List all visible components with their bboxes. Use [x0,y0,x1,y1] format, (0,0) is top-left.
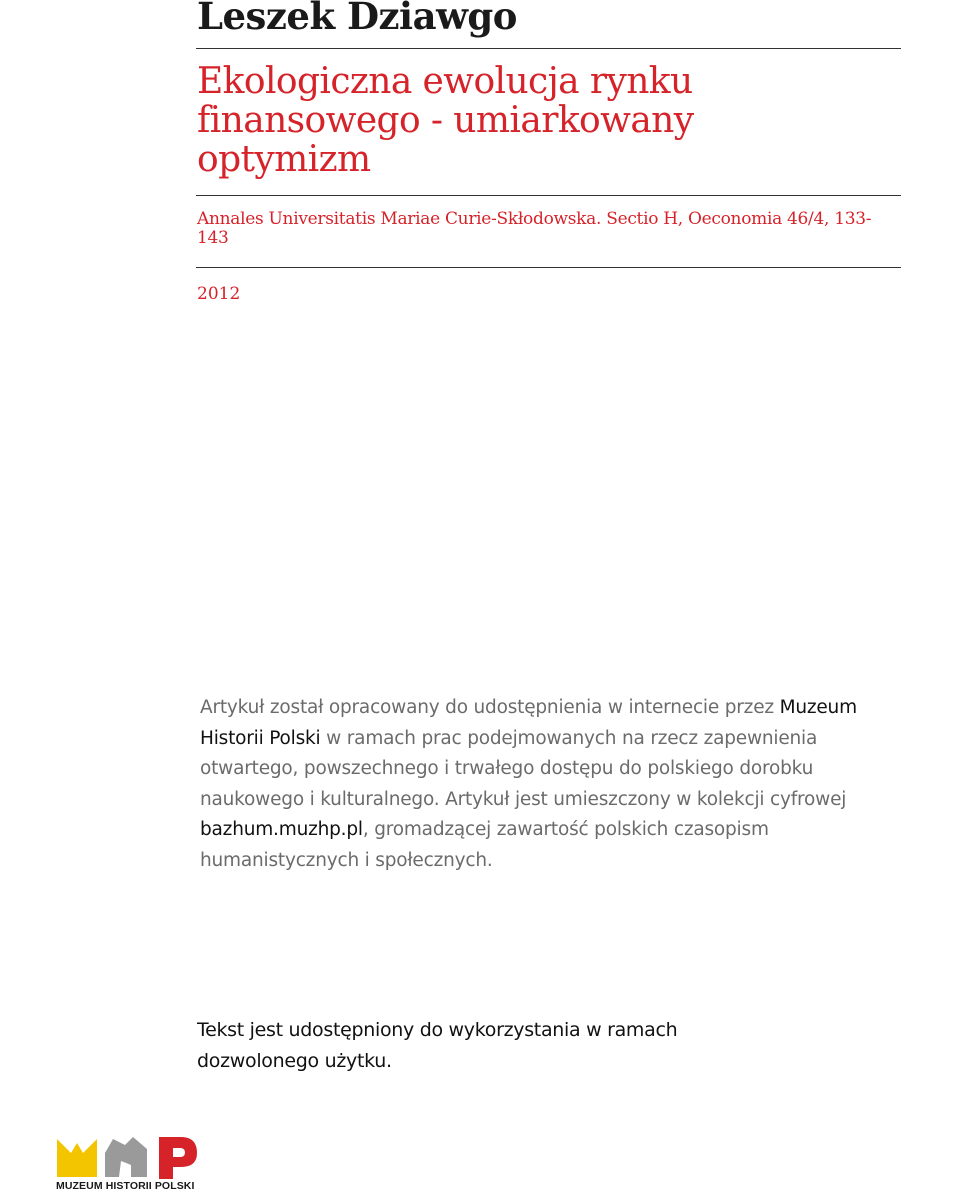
author-name: Leszek Dziawgo [197,0,517,38]
notice-text: w ramach prac podejmowanych na rzecz zapewnienia otwartego, powszechnego i trwałego dostępu do polskiego dorobku naukowego i kulturalnego. Artykuł jest umieszczony w kolekcji cyfrowej [200,727,847,810]
figure-icon [105,1137,147,1177]
collection-link[interactable]: bazhum.muzhp.pl [200,819,363,840]
article-title: Ekologiczna ewolucja rynku finansowego - umiarkowany optymizm [197,61,694,180]
logo-caption: MUZEUM HISTORII POLSKI [56,1180,195,1192]
crown-icon [57,1139,97,1177]
letter-p-icon [159,1137,197,1179]
divider [196,48,901,49]
access-notice [200,693,900,876]
museum-name: Muzeum Historii Polski [200,697,857,749]
license-note: Tekst jest udostępniony do wykorzystania w ramach dozwolonego użytku. [197,1019,678,1072]
publication-year: 2012 [197,284,241,304]
source-citation: Annales Universitatis Mariae Curie-Skłodowska. Sectio H, Oeconomia 46/4, 133-143 [197,209,872,248]
notice-text: , gromadzącej zawartość polskich czasopism humanistycznych i społecznych. [200,819,769,871]
divider [196,195,901,196]
divider [196,267,901,268]
notice-text: Artykuł został opracowany do udostępnienia w internecie przez [200,697,780,718]
